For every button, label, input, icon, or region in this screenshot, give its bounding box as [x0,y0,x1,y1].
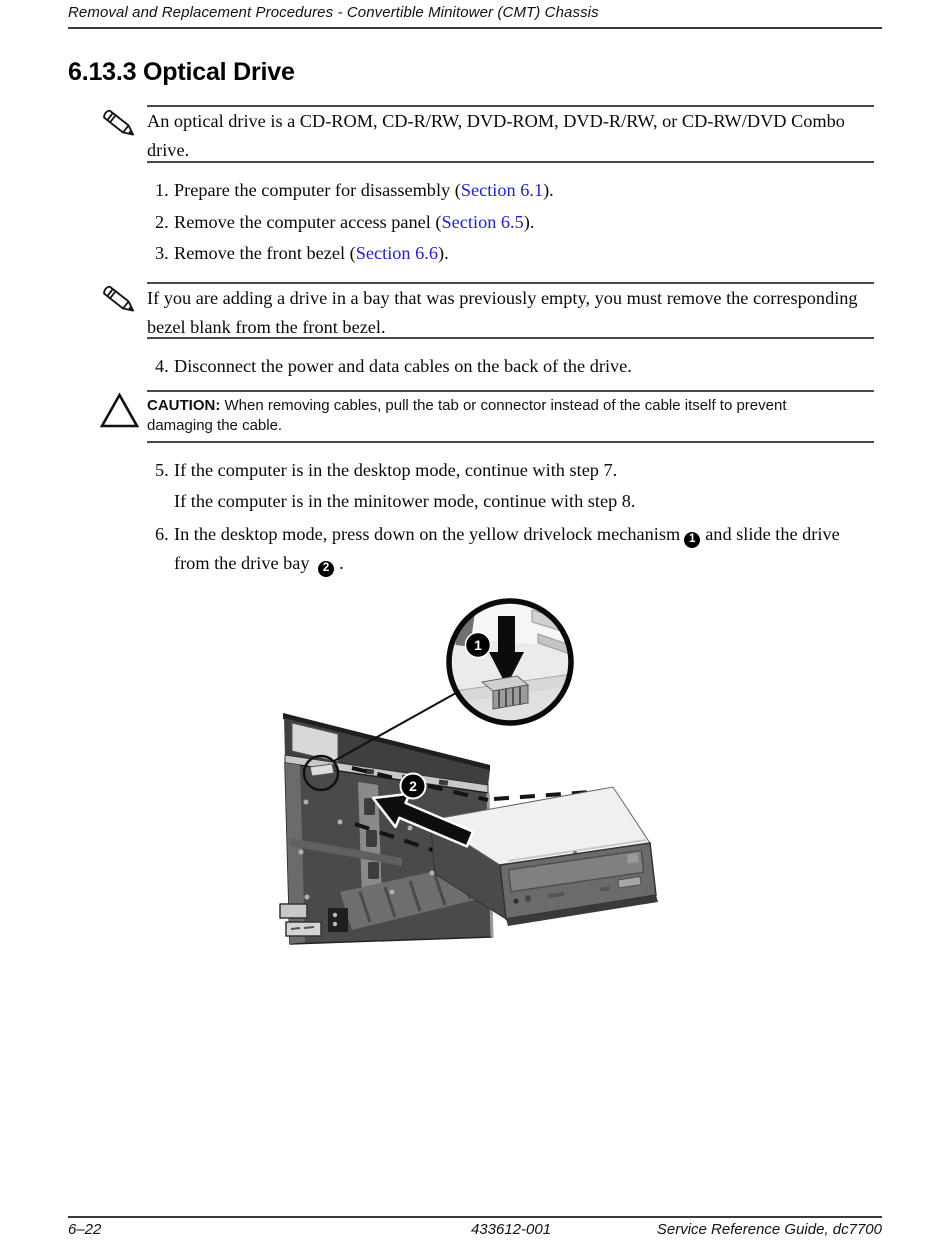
pencil-note-icon [97,108,139,153]
list-item-1 [155,176,874,205]
step-text: In the desktop mode, press down on the yellow drivelock mechanism 1 and slide the drive from the drive bay 2 . [174,520,874,578]
step-number: 3. [155,243,169,263]
step-text: Prepare the computer for disassembly (Section 6.1). [174,180,554,200]
step-number: 1. [155,180,169,200]
list-item-2 [155,208,874,237]
page-title: 6.13.3 Optical Drive [68,58,295,86]
caution-text: CAUTION: When removing cables, pull the tab or connector instead of the cable itself to prevent damaging the cable. [147,397,787,434]
figure-callout-2: 2 [409,778,417,794]
step-text: Remove the front bezel (Section 6.6). [174,243,449,263]
footer-doc-title: Service Reference Guide, dc7700 [656,1221,882,1238]
step-text: Disconnect the power and data cables on the back of the drive. [174,356,632,376]
header-rule [68,27,882,29]
link-section-6-6[interactable]: Section 6.6 [355,243,438,263]
step-number: 2. [155,212,169,232]
link-section-6-5[interactable]: Section 6.5 [441,212,524,232]
step-text: Remove the computer access panel (Section 6.5). [174,212,535,232]
running-header: Removal and Replacement Procedures - Convertible Minitower (CMT) Chassis [68,4,599,21]
figure-callout-1: 1 [474,637,482,653]
list-item-3 [155,239,874,268]
note2-text: If you are adding a drive in a bay that was previously empty, you must remove the corresponding bezel blank from the front bezel. [147,288,858,337]
note1-bottom-rule [147,161,874,163]
figure-optical-drive-removal [270,592,690,957]
list-item-5 [155,456,874,485]
caution-bottom-rule [147,441,874,443]
pencil-note-icon [97,284,139,329]
list-item-6 [155,520,874,578]
callout-2-badge: 2 [318,561,334,577]
link-section-6-1[interactable]: Section 6.1 [460,180,544,200]
step-number: 5. [155,460,169,480]
note2-bottom-rule [147,337,874,339]
step-number: 4. [155,356,169,376]
warning-triangle-icon [100,392,140,435]
footer-doc-number: 433612-001 [470,1221,552,1238]
footer-rule [68,1216,882,1218]
callout-1-badge: 1 [684,532,700,548]
step-text: If the computer is in the desktop mode, continue with step 7. [174,460,618,480]
list-item-4 [155,352,874,381]
footer-page-number: 6–22 [68,1221,102,1238]
caution-label: CAUTION: [147,397,221,414]
list-item-5-continued: If the computer is in the minitower mode, continue with step 8. [174,491,636,511]
callout-magnifier [448,601,582,732]
caution-top-rule [147,390,874,392]
step-number: 6. [155,524,169,544]
note1-text: An optical drive is a CD-ROM, CD-R/RW, DVD-ROM, DVD-R/RW, or CD-RW/DVD Combo drive. [147,111,845,160]
